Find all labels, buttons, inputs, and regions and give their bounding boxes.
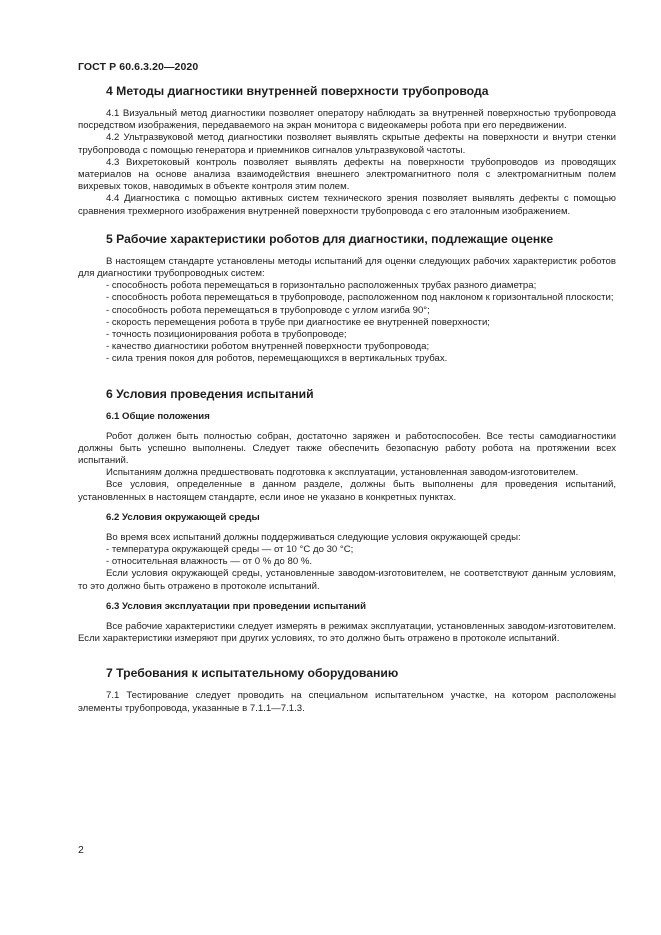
paragraph-6-2-a: Во время всех испытаний должны поддерживаться следующие условия окружающей среды: [106, 531, 521, 543]
section-5-title: 5 Рабочие характеристики роботов для диагностики, подлежащие оценке [106, 231, 554, 246]
section-7-title: 7 Требования к испытательному оборудованию [106, 666, 399, 681]
paragraph-6-3-a: Все рабочие характеристики следует измерять в режимах эксплуатации, установленных заводом-изготовителем. Если характеристики измеряют при других условиях, то это должно быть отражено в протоколе испытаний. [78, 620, 616, 645]
subsection-6-2-title: 6.2 Условия окружающей среды [106, 511, 260, 523]
list-item: - способность робота перемещаться в горизонтально расположенных трубах разного диаметра; [106, 280, 537, 292]
paragraph-4-4: 4.4 Диагностика с помощью активных систем технического зрения позволяет выявлять дефекты с помощью сравнения трехмерного изображения внутренней поверхности трубопровода с его эталонным изображением. [78, 193, 616, 217]
subsection-6-3-title: 6.3 Условия эксплуатации при проведении испытаний [106, 600, 366, 612]
list-item: - скорость перемещения робота в трубе при диагностике ее внутренней поверхности; [106, 316, 490, 328]
list-item: - сила трения покоя для роботов, перемещающихся в вертикальных трубах. [106, 353, 448, 365]
list-item: - способность робота перемещаться в трубопроводе, расположенном под наклоном к горизонтальной плоскости; [106, 292, 614, 304]
list-item: - качество диагностики роботом внутренней поверхности трубопровода; [106, 341, 430, 353]
list-item: - температура окружающей среды — от 10 °С до 30 °С; [106, 544, 354, 556]
section-6-title: 6 Условия проведения испытаний [106, 386, 314, 401]
paragraph-4-1: 4.1 Визуальный метод диагностики позволяет оператору наблюдать за внутренней поверхностью трубопровода посредством изображения, передаваемого на экран монитора с видеокамеры робота при его передвижении. [78, 108, 616, 132]
paragraph-4-3: 4.3 Вихретоковый контроль позволяет выявлять дефекты на поверхности трубопроводов из проводящих материалов на основе анализа взаимодействия внешнего электромагнитного поля с электромагнитным полем вихревых токов, наводимых в объекте контроля этим полем. [78, 156, 616, 193]
list-item: - точность позиционирования робота в трубопроводе; [106, 329, 347, 341]
paragraph-6-1-a: Робот должен быть полностью собран, достаточно заряжен и работоспособен. Все тесты самодиагностики должны быть успешно выполнены. Следует также обеспечить безопасную работу робота на протяжении всех испытаний. [78, 430, 616, 467]
subsection-6-1-title: 6.1 Общие положения [106, 410, 210, 422]
section-5-intro: В настоящем стандарте установлены методы испытаний для оценки следующих рабочих характеристик роботов для диагностики трубопроводных систем: [78, 255, 616, 280]
paragraph-6-2-b: Если условия окружающей среды, установленные заводом-изготовителем, не соответствуют данным условиям, то это должно быть отражено в протоколе испытаний. [78, 568, 616, 592]
list-item: - способность робота перемещаться в трубопроводе с углом изгиба 90°; [106, 304, 430, 316]
paragraph-6-1-c: Все условия, определенные в данном разделе, должны быть выполнены для проведения испытаний, установленных в настоящем стандарте, если иное не указано в конкретных пунктах. [78, 479, 616, 503]
paragraph-7-1: 7.1 Тестирование следует проводить на специальном испытательном участке, на котором расположены элементы трубопровода, указанные в 7.1.1—7.1.3. [78, 690, 616, 714]
page-number: 2 [78, 844, 84, 856]
document-body [78, 84, 616, 715]
document-id: ГОСТ Р 60.6.3.20—2020 [78, 61, 199, 73]
section-4-title: 4 Методы диагностики внутренней поверхности трубопровода [106, 84, 489, 98]
paragraph-6-1-b: Испытаниям должна предшествовать подготовка к эксплуатации, установленная заводом-изготовителем. [106, 467, 579, 479]
list-item: - относительная влажность — от 0 % до 80 %. [106, 556, 313, 568]
paragraph-4-2: 4.2 Ультразвуковой метод диагностики позволяет выявлять скрытые дефекты на поверхности и внутри стенки трубопровода с помощью генератора и приемников сигналов ультразвуковой частоты. [78, 132, 616, 156]
